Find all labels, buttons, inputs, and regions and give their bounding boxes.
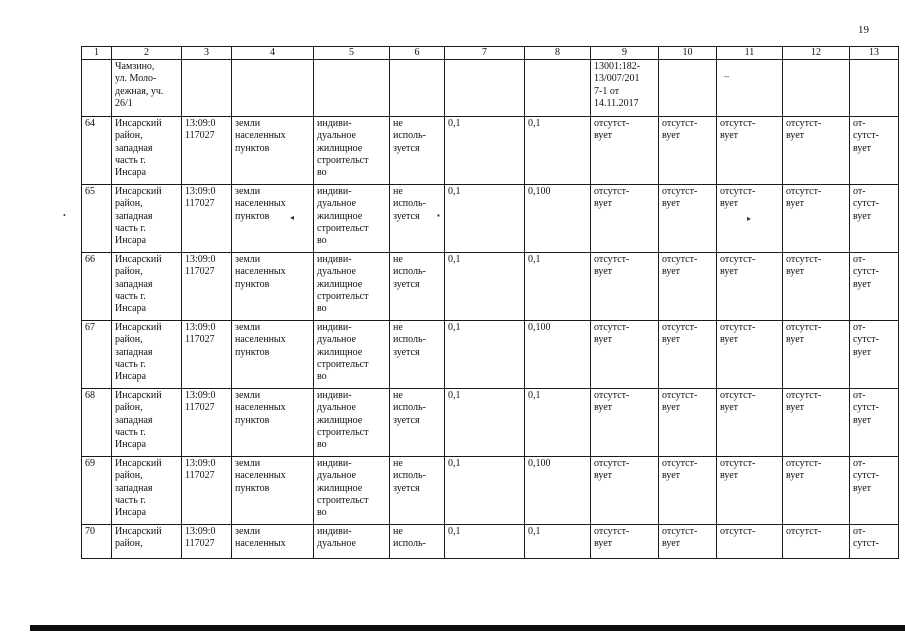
table-cell — [445, 60, 525, 117]
table-cell: отсутст- вует — [591, 525, 659, 559]
page-number: 19 — [858, 24, 869, 36]
table-cell: отсутст- вует — [717, 117, 783, 185]
table-cell: индиви- дуальное жилищное строительст во — [314, 457, 390, 525]
row-number-cell: 68 — [82, 389, 112, 457]
column-header: 13 — [850, 47, 899, 60]
table-cell: 0,1 — [445, 457, 525, 525]
row-number-cell: 66 — [82, 253, 112, 321]
table-cell: отсутст- вует — [659, 253, 717, 321]
table-cell: земли населенных пунктов — [232, 321, 314, 389]
table-cell: отсутст- вует — [659, 389, 717, 457]
table-cell: от- сутст- вует — [850, 457, 899, 525]
table-cell: 0,1 — [445, 525, 525, 559]
table-cell: 0,1 — [445, 117, 525, 185]
scan-mark: -- — [724, 72, 730, 81]
table-cell: отсутст- вует — [659, 457, 717, 525]
table-cell: Инсарский район, западная часть г. Инсара — [112, 321, 182, 389]
table-cell: Инсарский район, западная часть г. Инсара — [112, 117, 182, 185]
table-cell: 13:09:0 117027 — [182, 185, 232, 253]
table-cell: Инсарский район, западная часть г. Инсара — [112, 253, 182, 321]
table-row — [82, 525, 899, 559]
table-cell: Инсарский район, — [112, 525, 182, 559]
row-number-cell: 65 — [82, 185, 112, 253]
column-number-row — [82, 47, 899, 60]
column-header: 10 — [659, 47, 717, 60]
table-cell: отсутст- вует — [591, 185, 659, 253]
table-cell: земли населенных пунктов — [232, 457, 314, 525]
table-row — [82, 321, 899, 389]
table-cell: от- сутст- вует — [850, 321, 899, 389]
table-cell: отсутст- вует — [659, 117, 717, 185]
table-cell: не исполь- зуется — [390, 117, 445, 185]
table-cell — [659, 60, 717, 117]
table-cell: отсутст- вует — [591, 117, 659, 185]
scan-mark: ▪ — [437, 211, 440, 220]
table-cell: 13:09:0 117027 — [182, 321, 232, 389]
row-number-cell: 69 — [82, 457, 112, 525]
column-header: 4 — [232, 47, 314, 60]
table-cell — [390, 60, 445, 117]
table-cell: от- сутст- вует — [850, 253, 899, 321]
table-cell: 0,1 — [525, 253, 591, 321]
table-cell: Инсарский район, западная часть г. Инсара — [112, 185, 182, 253]
row-number-cell: 70 — [82, 525, 112, 559]
table-cell — [82, 60, 112, 117]
table-cell: отсутст- вует — [659, 525, 717, 559]
column-header: 9 — [591, 47, 659, 60]
table-cell: не исполь- зуется — [390, 321, 445, 389]
table-cell: 13001:182- 13/007/201 7-1 от 14.11.2017 — [591, 60, 659, 117]
table-cell: отсутст- вует — [783, 457, 850, 525]
table-cell: от- сутст- вует — [850, 117, 899, 185]
scan-border-bar — [30, 625, 905, 631]
table-cell: 0,1 — [445, 253, 525, 321]
column-header: 11 — [717, 47, 783, 60]
table-cell: 0,1 — [525, 389, 591, 457]
table-cell — [314, 60, 390, 117]
table-cell: не исполь- — [390, 525, 445, 559]
table-cell: 0,1 — [445, 185, 525, 253]
table-cell: индиви- дуальное жилищное строительст во — [314, 253, 390, 321]
table-cell: отсутст- — [783, 525, 850, 559]
table-cell: 0,1 — [445, 389, 525, 457]
row-number-cell: 64 — [82, 117, 112, 185]
scan-mark: • — [63, 211, 66, 220]
table-cell: 0,100 — [525, 321, 591, 389]
table-cell: от- сутст- вует — [850, 389, 899, 457]
table-cell: отсутст- — [717, 525, 783, 559]
table-cell: не исполь- зуется — [390, 185, 445, 253]
table-cell: 13:09:0 117027 — [182, 389, 232, 457]
column-header: 5 — [314, 47, 390, 60]
table-cell: земли населенных пунктов — [232, 253, 314, 321]
table-cell: отсутст- вует — [717, 253, 783, 321]
table-cell: земли населенных пунктов — [232, 185, 314, 253]
table-cell — [717, 60, 783, 117]
table-cell: отсутст- вует — [783, 185, 850, 253]
table-cell: отсутст- вует — [591, 457, 659, 525]
table-cell: земли населенных пунктов — [232, 389, 314, 457]
table-cell: 0,1 — [525, 525, 591, 559]
table-cell: Инсарский район, западная часть г. Инсара — [112, 457, 182, 525]
table-cell: отсутст- вует — [717, 185, 783, 253]
table-cell: 13:09:0 117027 — [182, 117, 232, 185]
table-cell: не исполь- зуется — [390, 253, 445, 321]
column-header: 6 — [390, 47, 445, 60]
table-cell: индиви- дуальное жилищное строительст во — [314, 389, 390, 457]
table-cell: отсутст- вует — [717, 321, 783, 389]
table-cell: 0,1 — [525, 117, 591, 185]
table-row — [82, 389, 899, 457]
table-cell: 0,100 — [525, 457, 591, 525]
column-header: 1 — [82, 47, 112, 60]
table-cell: 0,100 — [525, 185, 591, 253]
table-cell: отсутст- вует — [783, 117, 850, 185]
table-cell — [525, 60, 591, 117]
row-number-cell: 67 — [82, 321, 112, 389]
table-cell: не исполь- зуется — [390, 389, 445, 457]
table-row — [82, 117, 899, 185]
scan-mark: ◂ — [290, 213, 295, 222]
table-cell: отсутст- вует — [717, 389, 783, 457]
table-cell: индиви- дуальное жилищное строительст во — [314, 321, 390, 389]
table-cell: земли населенных — [232, 525, 314, 559]
table-cell: индиви- дуальное жилищное строительст во — [314, 117, 390, 185]
table-cell: отсутст- вует — [659, 321, 717, 389]
table-cell: отсутст- вует — [783, 389, 850, 457]
column-header: 2 — [112, 47, 182, 60]
column-header: 8 — [525, 47, 591, 60]
table-cell: отсутст- вует — [591, 253, 659, 321]
table-row — [82, 185, 899, 253]
table-cell — [850, 60, 899, 117]
scan-mark: ▸ — [747, 214, 752, 223]
table-cell: земли населенных пунктов — [232, 117, 314, 185]
table-row — [82, 457, 899, 525]
table-cell: Инсарский район, западная часть г. Инсара — [112, 389, 182, 457]
table-cell: отсутст- вует — [783, 253, 850, 321]
table-cell: отсутст- вует — [783, 321, 850, 389]
column-header: 3 — [182, 47, 232, 60]
table-cell: 13:09:0 117027 — [182, 253, 232, 321]
continuation-row — [82, 60, 899, 117]
table-cell: от- сутст- — [850, 525, 899, 559]
column-header: 12 — [783, 47, 850, 60]
table-cell: 13:09:0 117027 — [182, 457, 232, 525]
table-cell: Чамзино, ул. Моло- дежная, уч. 26/1 — [112, 60, 182, 117]
table-cell: отсутст- вует — [591, 321, 659, 389]
column-header: 7 — [445, 47, 525, 60]
table-cell: отсутст- вует — [717, 457, 783, 525]
table-cell: отсутст- вует — [591, 389, 659, 457]
table-cell: 13:09:0 117027 — [182, 525, 232, 559]
table-cell: от- сутст- вует — [850, 185, 899, 253]
table-cell — [783, 60, 850, 117]
table-cell: 0,1 — [445, 321, 525, 389]
table-row — [82, 253, 899, 321]
table-cell — [232, 60, 314, 117]
land-registry-table — [81, 46, 899, 559]
table-cell: не исполь- зуется — [390, 457, 445, 525]
table-cell: индиви- дуальное жилищное строительст во — [314, 185, 390, 253]
table-cell: индиви- дуальное — [314, 525, 390, 559]
table-cell: отсутст- вует — [659, 185, 717, 253]
table-cell — [182, 60, 232, 117]
